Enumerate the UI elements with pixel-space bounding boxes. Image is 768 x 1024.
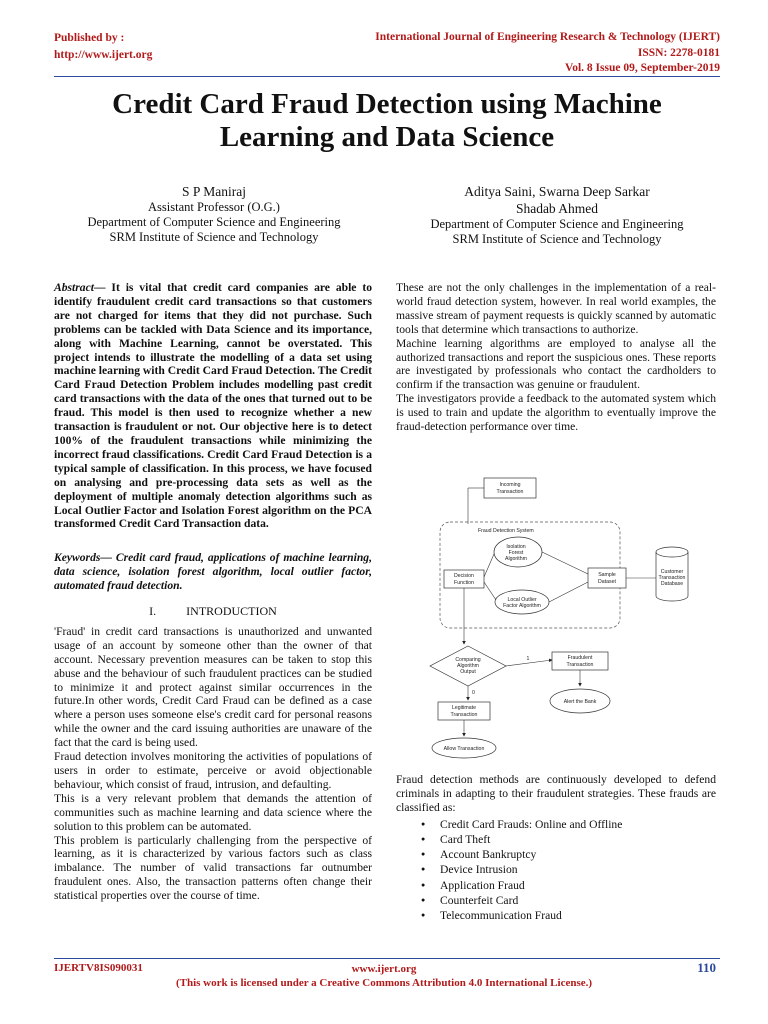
fraud-types-list [396,817,716,923]
isolation-label: Forest [508,550,524,556]
edge-label-one: 1 [526,656,530,662]
author-affiliation-line: Department of Computer Science and Engineering [87,215,341,229]
allow-label: Allow Transaction [443,746,485,752]
fraudulent-label: Transaction [566,662,594,668]
database-label: Customer [660,569,684,575]
page-number: 110 [697,960,716,975]
abstract-label: Abstract— [54,281,106,294]
paper-title [60,88,714,154]
author-name: Aditya Saini, Swarna Deep Sarkar [464,184,650,199]
list-item: ● Credit Card Frauds: Online and Offline [440,817,716,832]
decision-label: Decision [454,573,474,579]
list-item: ● Card Theft [440,832,716,847]
abstract [54,281,372,531]
publisher-block [54,30,152,64]
footer-site-link[interactable]: www.ijert.org [351,963,417,975]
system-label: Fraud Detection System [478,528,534,534]
title-line-2: Learning and Data Science [219,121,555,153]
intro-paragraph: This problem is particularly challenging from the perspective of learning, as it is characterized by various factors such as class imbalance. The number of valid transactions far outnumber fraudulent ones. Also, the transaction patterns often change their statistical properties over the course of time. [54,833,372,903]
incoming-label: Transaction [496,489,524,495]
header-divider [54,76,720,77]
journal-volume: Vol. 8 Issue 09, September-2019 [564,62,720,74]
flowchart-svg [418,472,714,762]
journal-block [375,30,720,77]
intro-paragraph: 'Fraud' in credit card transactions is unauthorized and unwanted usage of an account by someone other than the owner of that account. Necessary prevention measures can be taken to stop this abuse and the behaviour of such fraudulent practices can be studied to minimize it and protect against similar occurrences in the future.In other words, Credit Card Fraud can be defined as a case where a person uses someone else's credit card for personal reasons while the owner and the card issuing authorities are unaware of the fact that the card is being used. [54,624,372,750]
author-block-2 [392,183,722,247]
author-name: Shadab Ahmed [515,201,599,216]
body-paragraph: Machine learning algorithms are employed to analyse all the authorized transactions and report the suspicious ones. These reports are investigated by professionals who contact the cardholders to confirm if the transaction was genuine or fraudulent. [396,336,716,392]
footer-divider [54,958,720,959]
isolation-label: Algorithm [505,556,527,562]
decision-label: Function [454,580,474,586]
section-number: I. [149,604,157,619]
author-name: S P Maniraj [182,184,246,199]
right-column-top [396,281,716,434]
published-by: Published by : [54,32,125,44]
intro-paragraph: This is a very relevant problem that demands the attention of communities such as machine learning and data science where the solution to this problem can be automated. [54,791,372,833]
sample-label: Sample [598,572,616,578]
list-item: ● Telecommunication Fraud [440,908,716,923]
left-column [54,281,372,903]
fraudulent-label: Fraudulent [567,655,593,661]
list-item: ● Application Fraud [440,878,716,893]
section-title: INTRODUCTION [186,604,277,619]
abstract-text: It is vital that credit card companies are able to identify fraudulent credit card transactions so that customers are not charged for items that they did not purchase. Such problems can be tackled with Data Science and its importance, along with Machine Learning, cannot be overstated. This project intends to illustrate the modelling of a data set using machine learning with Credit Card Fraud Detection. The Credit Card Fraud Detection Problem includes modelling past credit card transactions with the data of the ones that turned out to be fraud. This model is then used to recognize whether a new transaction is fraudulent or not. Our objective here is to detect 100% of the fraudulent transactions while minimizing the incorrect fraud classifications. Credit Card Fraud Detection is a typical sample of classification. In this process, we have focused on analysing and pre-processing data sets as well as the deployment of multiple anomaly detection algorithms such as Local Outlier Factor and Isolation Forest algorithm on the PCA transformed Credit Card Transaction data. [54,281,372,531]
database-label: Transaction [658,575,686,581]
list-item: ● Account Bankruptcy [440,847,716,862]
alert-label: Alert the Bank [563,699,597,705]
comparing-label: Output [460,669,476,675]
journal-name: International Journal of Engineering Research & Technology (IJERT) [375,31,720,43]
list-item: ● Counterfeit Card [440,893,716,908]
incoming-label: Incoming [499,482,521,488]
intro-paragraph: Fraud detection involves monitoring the activities of populations of users in order to estimate, perceive or avoid objectionable behaviour, which consist of fraud, intrusion, and defaulting. [54,750,372,791]
sample-label: Dataset [598,579,616,585]
paper-id: IJERTV8IS090031 [54,962,143,974]
keywords: Keywords— Credit card fraud, applications of machine learning, data science, isolation forest algorithm, local outlier factor, automated fraud detection. [54,551,372,593]
fraud-detection-flowchart [418,472,714,762]
body-paragraph: These are not the only challenges in the implementation of a real-world fraud detection system, however. In real world examples, the massive stream of payment requests is quickly scanned by automatic tools that determine which transactions to authorize. [396,281,716,336]
author-affiliation-line: Department of Computer Science and Engineering [430,217,684,231]
publisher-url[interactable]: http://www.ijert.org [54,49,153,61]
body-paragraph: The investigators provide a feedback to the automated system which is used to train and update the algorithm to eventually improve the fraud-detection performance over time. [396,392,716,434]
right-column-bottom [396,773,716,923]
lof-label: Local Outlier [507,597,537,603]
incoming-transaction-box [484,478,536,498]
sample-dataset-box [588,568,626,588]
author-block-1 [54,183,374,245]
isolation-label: Isolation [506,544,526,550]
legitimate-label: Legitimate [452,705,476,711]
author-affiliation-line: SRM Institute of Science and Technology [452,232,662,246]
footer-license: (This work is licensed under a Creative Commons Attribution 4.0 International License.) [175,977,593,989]
journal-issn: ISSN: 2278-0181 [637,46,720,59]
section-heading [54,605,372,619]
footer-center [0,962,768,990]
title-line-1: Credit Card Fraud Detection using Machine [112,88,662,120]
comparing-label: Algorithm [457,663,479,669]
legitimate-label: Transaction [450,712,478,718]
edge-label-zero: 0 [472,690,475,696]
database-label: Database [660,581,684,587]
author-affiliation-line: Assistant Professor (O.G.) [148,200,280,214]
fraud-methods-paragraph: Fraud detection methods are continuously developed to defend criminals in adapting to their fraudulent strategies. These frauds are classified as: [396,773,716,814]
author-affiliation-line: SRM Institute of Science and Technology [109,230,319,244]
lof-label: Factor Algorithm [503,603,541,609]
comparing-label: Comparing [455,657,481,663]
list-item: ● Device Intrusion [440,862,716,877]
